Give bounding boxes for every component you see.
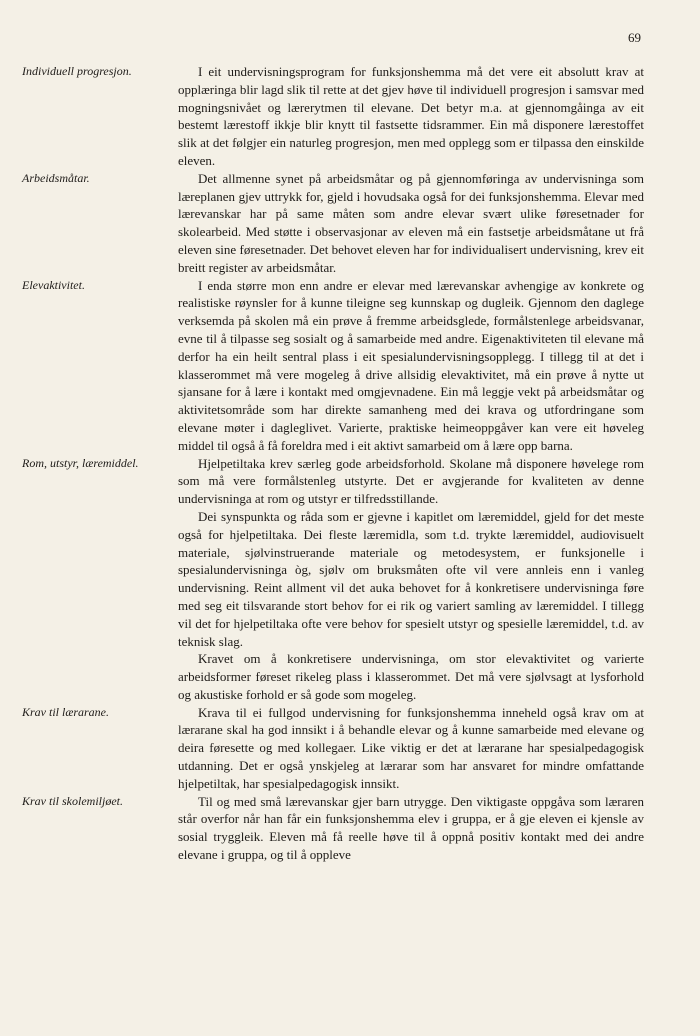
paragraph: I eit undervisningsprogram for funksjonshemma må det vere eit absolutt krav at opplæringa blir lagd slik til rette at det gjev høve til individuell progresjon i samsvar med mogningsnivået og lærerytmen til elevane. Det betyr m.a. at gjennomgåinga av eit bestemt lærestoff ikkje blir knytt til fastsette tidsrammer. Ein må disponere lærestoffet slik at det følgjer ein naturleg progresjon, men med opplegg som er tilpassa den einskilde eleven. bbox=[178, 64, 644, 168]
paragraph: Dei synspunkta og råda som er gjevne i kapitlet om læremiddel, gjeld for det meste også for hjelpetiltaka. Dei fleste læremidla, som t.d. trykte læremiddel, audiovisuelt materiale, sjølvinstruerande materiale og metodesystem, er funksjonelle i spesialundervisninga òg, sjølv om bruksmåten ofte vil vere annleis enn i vanleg undervisning. Reint allment vil det auka behovet for å konkretisere undervisninga føre med seg eit tilsvarande stort behov for ei rik og variert samling av læremiddel. I tillegg vil det for hjelpetiltaka ofte vere behov for spesielt utstyr og spesielle læremiddel, t.d. av teknisk slag. bbox=[178, 508, 644, 649]
section-arbeidsmatar bbox=[0, 170, 700, 277]
paragraph: Det allmenne synet på arbeidsmåtar og på gjennomføringa av undervisninga som læreplanen gjev uttrykk for, gjeld i hovudsaka også for dei funksjonshemma. Elevar med lærevanskar har på same måten som andre elevar svært ulike føresetnader for skolearbeid. Med støtte i observasjonar av eleven må ein fastsetje arbeidsmåtane ut frå eleven sine føresetnader. Det behovet eleven har for individualisert undervisning, krev eit breitt register av arbeidsmåtar. bbox=[178, 170, 644, 275]
section-body bbox=[178, 793, 644, 864]
section-body bbox=[178, 455, 644, 704]
section-body bbox=[178, 170, 644, 277]
page-number: 69 bbox=[628, 30, 641, 45]
paragraph: Krava til ei fullgod undervisning for funksjonshemma inneheld også krav om at lærarane skal ha god innsikt i å behandle elevar og å kunne samarbeide med elevane og deira føresette og med kollegaer. Like viktig er det at lærarane har spesialpedagogisk utdanning. Det er også ynskjeleg at lærarar som har ansvaret for mindre omfattande hjelpetiltak, har spesialpedagogisk innsikt. bbox=[178, 704, 644, 791]
paragraph: I enda større mon enn andre er elevar med lærevanskar avhengige av konkrete og realistiske røynsler for å kunne tileigne seg kunnskap og dugleik. Gjennom den daglege verksemda på skolen må ein prøve å fremme arbeidsglede, formålstenlege arbeidsvanar, evne til å tilpasse seg sosialt og å samarbeide med andre. Eigenaktiviteten til elevane må derfor ha ein heilt sentral plass i eit spesialundervisningsopplegg. I tillegg til at det i klasserommet må vere mogeleg å drive allsidig elevaktivitet, må ein prøve å nytte ut sjansane for å lære i kontakt med omgjevnadene. Ein må leggje vekt på arbeidsmåtar og aktivitetsområde som har direkte samanheng med dei krava og utfordringane som elevane møter i dagleglivet. Varierte, praktiske heimeoppgåver kan vere eit høveleg middel til også å få foreldra med i eit aktivt samarbeid om å lære opp barna. bbox=[178, 277, 644, 453]
side-heading: Elevaktivitet. bbox=[22, 277, 85, 292]
section-krav-til-skolemiljoet bbox=[0, 793, 700, 864]
section-krav-til-lararane bbox=[0, 704, 700, 793]
section-individuell-progresjon bbox=[0, 63, 700, 170]
side-heading: Arbeidsmåtar. bbox=[22, 170, 90, 185]
paragraph: Til og med små lærevanskar gjer barn utrygge. Den viktigaste oppgåva som læraren står overfor når han får ein funksjonshemma elev i gruppa, er å gje eleven ei kjensle av sosial tryggleik. Eleven må få reelle høve til å oppnå positiv kontakt med dei andre elevane i gruppa, og til å oppleve bbox=[178, 793, 644, 863]
section-rom-utstyr-laeremiddel bbox=[0, 455, 700, 704]
section-body bbox=[178, 277, 644, 455]
paragraph: Kravet om å konkretisere undervisninga, om stor elevaktivitet og varierte arbeidsformer føreset rikeleg plass i klasserommet. Det må vere sjølvsagt at lysforhold og akustiske forhold er så gode som mogeleg. bbox=[178, 651, 644, 702]
side-heading: Krav til lærarane. bbox=[22, 704, 110, 719]
side-heading: Krav til skolemiljøet. bbox=[22, 793, 123, 808]
page-content bbox=[0, 63, 700, 864]
section-body bbox=[178, 704, 644, 793]
side-heading: Rom, utstyr, læremiddel. bbox=[22, 455, 139, 470]
paragraph: Hjelpetiltaka krev særleg gode arbeidsforhold. Skolane må disponere høvelege rom som må vere formålstenleg utstyrte. Det er avgjerande for kvaliteten av denne undervisninga at rom og utstyr er tilfredsstillande. bbox=[178, 455, 644, 507]
side-heading: Individuell progresjon. bbox=[22, 64, 132, 78]
section-elevaktivitet bbox=[0, 277, 700, 455]
section-body bbox=[178, 63, 644, 170]
